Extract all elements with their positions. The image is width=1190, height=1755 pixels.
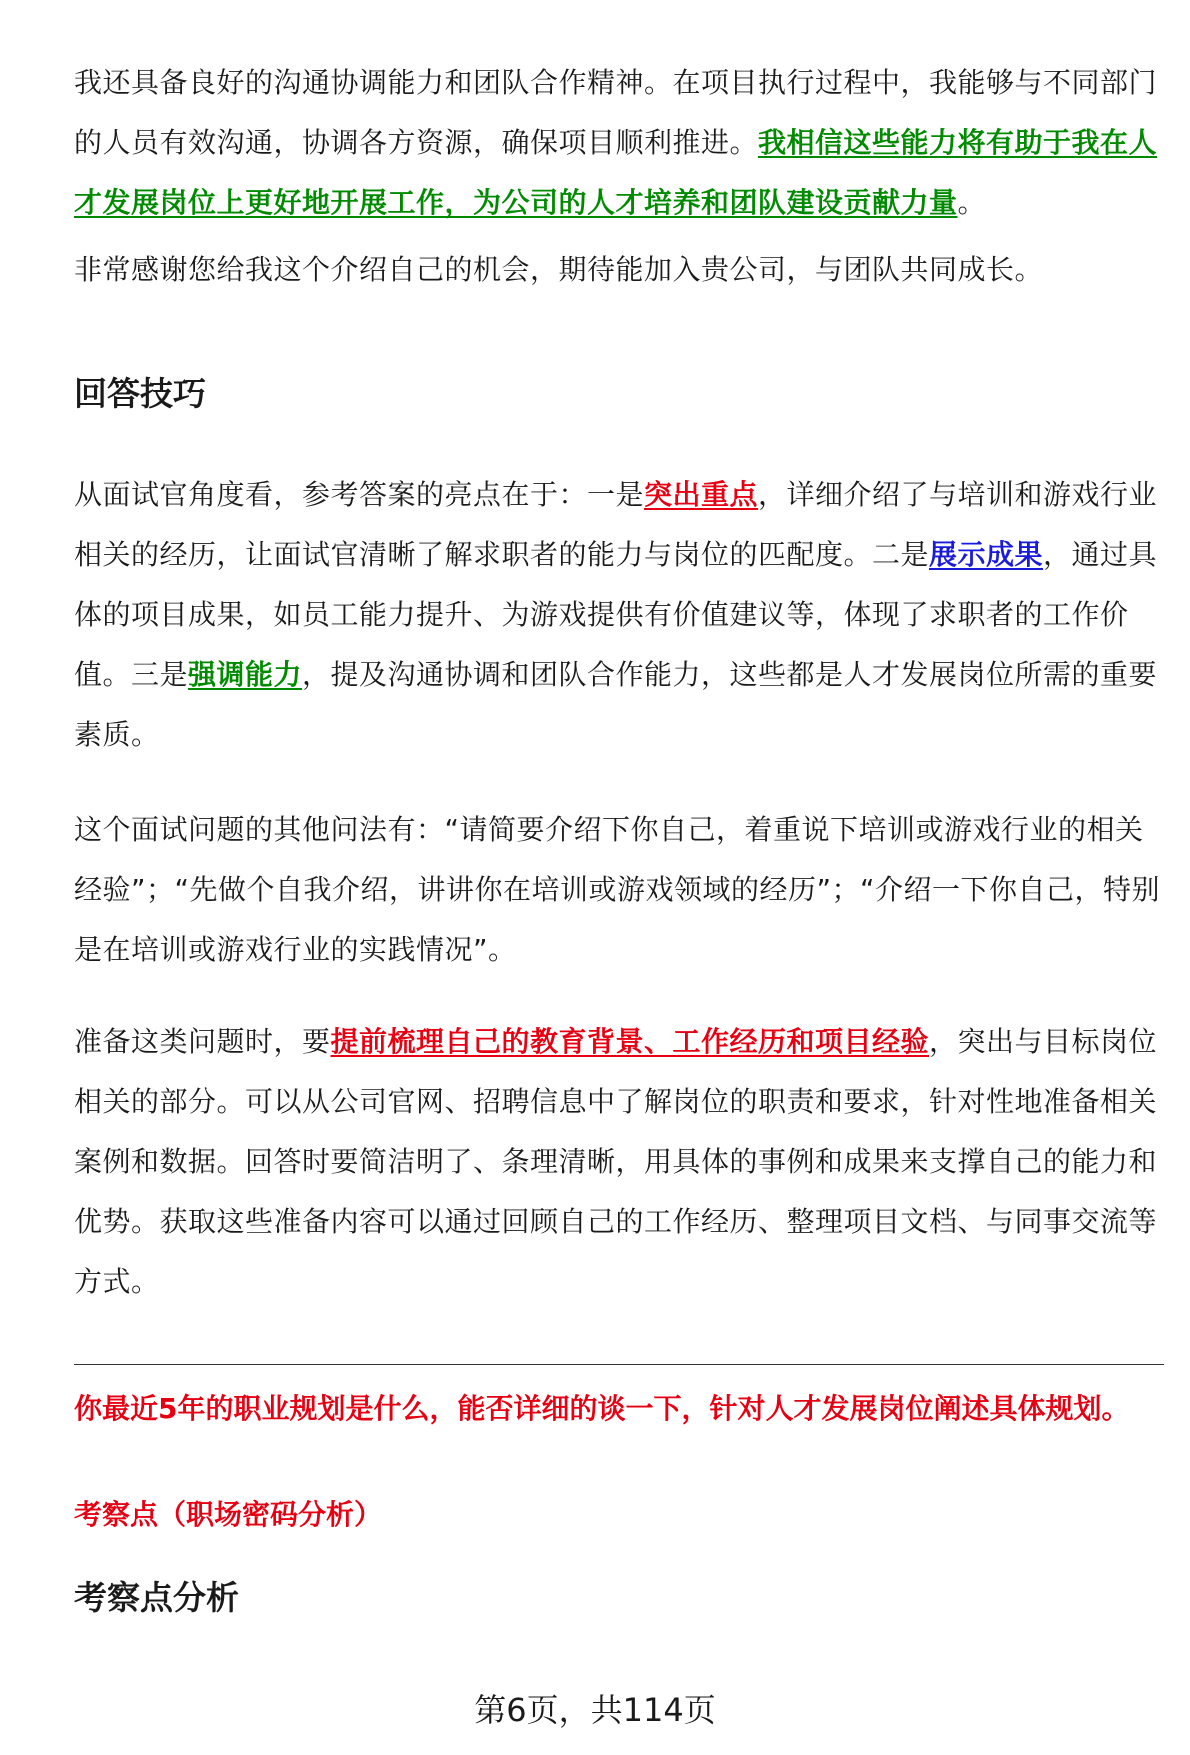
intro-paragraph-1 bbox=[74, 53, 1164, 233]
tips-p1-text-3: ，通过具体的项目成果，如员工能力提升、为游戏提供有价值建议等，体现了求职者的工作价值。三是 bbox=[74, 538, 1158, 691]
section-heading-analysis: 考察点分析 bbox=[74, 1578, 239, 1617]
highlight-red-prepare: 提前梳理自己的教育背景、工作经历和项目经验 bbox=[330, 1025, 930, 1058]
next-question-title: 你最近5年的职业规划是什么，能否详细的谈一下，针对人才发展岗位阐述具体规划。 bbox=[74, 1392, 1130, 1425]
tips-paragraph-1 bbox=[74, 465, 1164, 765]
highlight-green-ability: 我相信这些能力将有助于我在人才发展岗位上更好地开展工作，为公司的人才培养和团队建设贡献力量 bbox=[74, 126, 1158, 219]
page-number-footer: 第6页，共114页 bbox=[474, 1691, 716, 1729]
tips-paragraph-2: 这个面试问题的其他问法有：“请简要介绍下你自己，着重说下培训或游戏行业的相关经验”；“先做个自我介绍，讲讲你在培训或游戏领域的经历”；“介绍一下你自己，特别是在培训或游戏行业的实践情况”。 bbox=[74, 813, 1161, 966]
intro-text: 我还具备良好的沟通协调能力和团队合作精神。在项目执行过程中，我能够与不同部门的人员有效沟通，协调各方资源，确保项目顺利推进。 bbox=[74, 66, 1158, 159]
tips-p3-text-2: ，突出与目标岗位相关的部分。可以从公司官网、招聘信息中了解岗位的职责和要求，针对性地准备相关案例和数据。回答时要简洁明了、条理清晰，用具体的事例和成果来支撑自己的能力和优势。获取这些准备内容可以通过回顾自己的工作经历、整理项目文档、与同事交流等方式。 bbox=[74, 1025, 1158, 1298]
tips-p1-text-4: ，提及沟通协调和团队合作能力，这些都是人才发展岗位所需的重要素质。 bbox=[74, 658, 1158, 751]
tips-p1-text-2: ，详细介绍了与培训和游戏行业相关的经历，让面试官清晰了解求职者的能力与岗位的匹配度。二是 bbox=[74, 478, 1158, 571]
tips-p3-text-1: 准备这类问题时，要 bbox=[74, 1025, 331, 1058]
tips-p1-text-1: 从面试官角度看，参考答案的亮点在于：一是 bbox=[74, 478, 645, 511]
highlight-red-focus: 突出重点 bbox=[644, 478, 759, 511]
section-divider bbox=[74, 1364, 1164, 1365]
section-heading-tips: 回答技巧 bbox=[74, 374, 206, 413]
intro-end-mark: 。 bbox=[957, 186, 987, 219]
intro-paragraph-2: 非常感谢您给我这个介绍自己的机会，期待能加入贵公司，与团队共同成长。 bbox=[74, 253, 1044, 286]
next-question-subtitle: 考察点（职场密码分析） bbox=[74, 1498, 383, 1531]
highlight-green-skills: 强调能力 bbox=[188, 658, 303, 691]
highlight-blue-results: 展示成果 bbox=[929, 538, 1044, 571]
tips-paragraph-3 bbox=[74, 1012, 1164, 1312]
